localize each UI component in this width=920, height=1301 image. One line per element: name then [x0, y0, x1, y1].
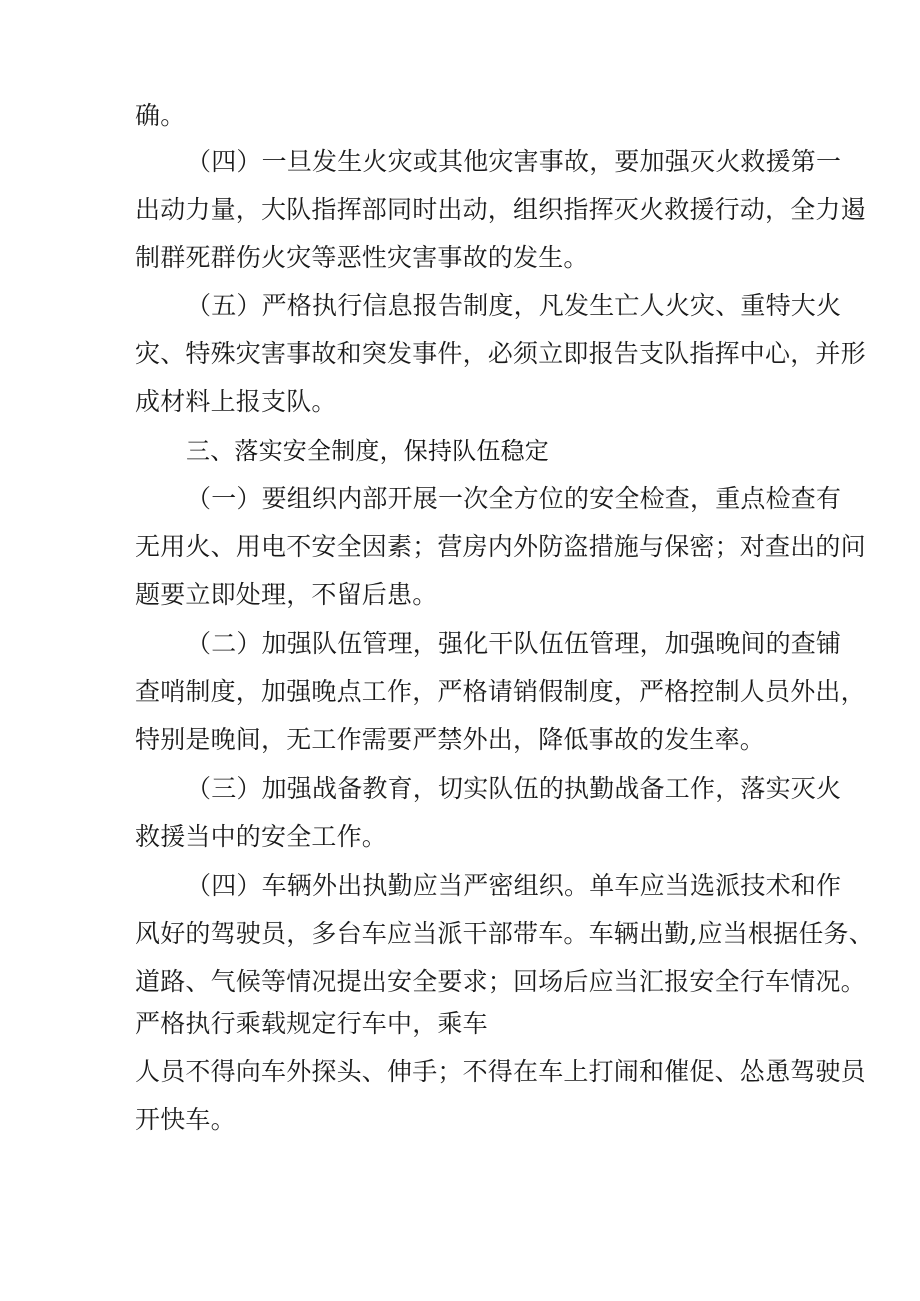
text-line: 无用火、用电不安全因素；营房内外防盗措施与保密；对查出的问	[135, 532, 866, 561]
text-line: 严格执行乘载规定行车中，乘车	[135, 1009, 488, 1038]
text-line: （四）一旦发生火灾或其他灾害事故，要加强灭火救援第一	[186, 147, 842, 176]
text-line: 人员不得向车外探头、伸手；不得在车上打闹和催促、怂恿驾驶员	[135, 1057, 866, 1086]
text-line: 查哨制度，加强晚点工作，严格请销假制度，严格控制人员外出，	[135, 677, 866, 706]
text-line: 出动力量，大队指挥部同时出动，组织指挥灭火救援行动，全力遏	[135, 195, 866, 224]
text-line: 题要立即处理，不留后患。	[135, 580, 438, 609]
text-line: （一）要组织内部开展一次全方位的安全检查，重点检查有	[186, 484, 842, 513]
text-line: （四）车辆外出执勤应当严密组织。单车应当选派技术和作	[186, 871, 842, 900]
text-line: （二）加强队伍管理，强化干队伍伍管理，加强晚间的查铺	[186, 629, 842, 658]
text-line: 确。	[135, 101, 186, 130]
text-line: 成材料上报支队。	[135, 387, 337, 416]
text-line: 道路、气候等情况提出安全要求；回场后应当汇报安全行车情况。	[135, 967, 866, 996]
section-heading: 三、落实安全制度，保持队伍稳定	[186, 437, 549, 465]
text-line: 开快车。	[135, 1105, 236, 1134]
text-line: 制群死群伤火灾等恶性灾害事故的发生。	[135, 243, 589, 272]
text-line: 特别是晚间，无工作需要严禁外出，降低事故的发生率。	[135, 725, 766, 754]
text-line: 救援当中的安全工作。	[135, 822, 388, 851]
text-line: （三）加强战备教育，切实队伍的执勤战备工作，落实灭火	[186, 774, 842, 803]
text-line: 灾、特殊灾害事故和突发事件，必须立即报告支队指挥中心，并形	[135, 339, 866, 368]
text-line: （五）严格执行信息报告制度，凡发生亡人火灾、重特大火	[186, 291, 842, 320]
text-line: 风好的驾驶员，多台车应当派干部带车。车辆出勤,应当根据任务、	[135, 919, 874, 948]
